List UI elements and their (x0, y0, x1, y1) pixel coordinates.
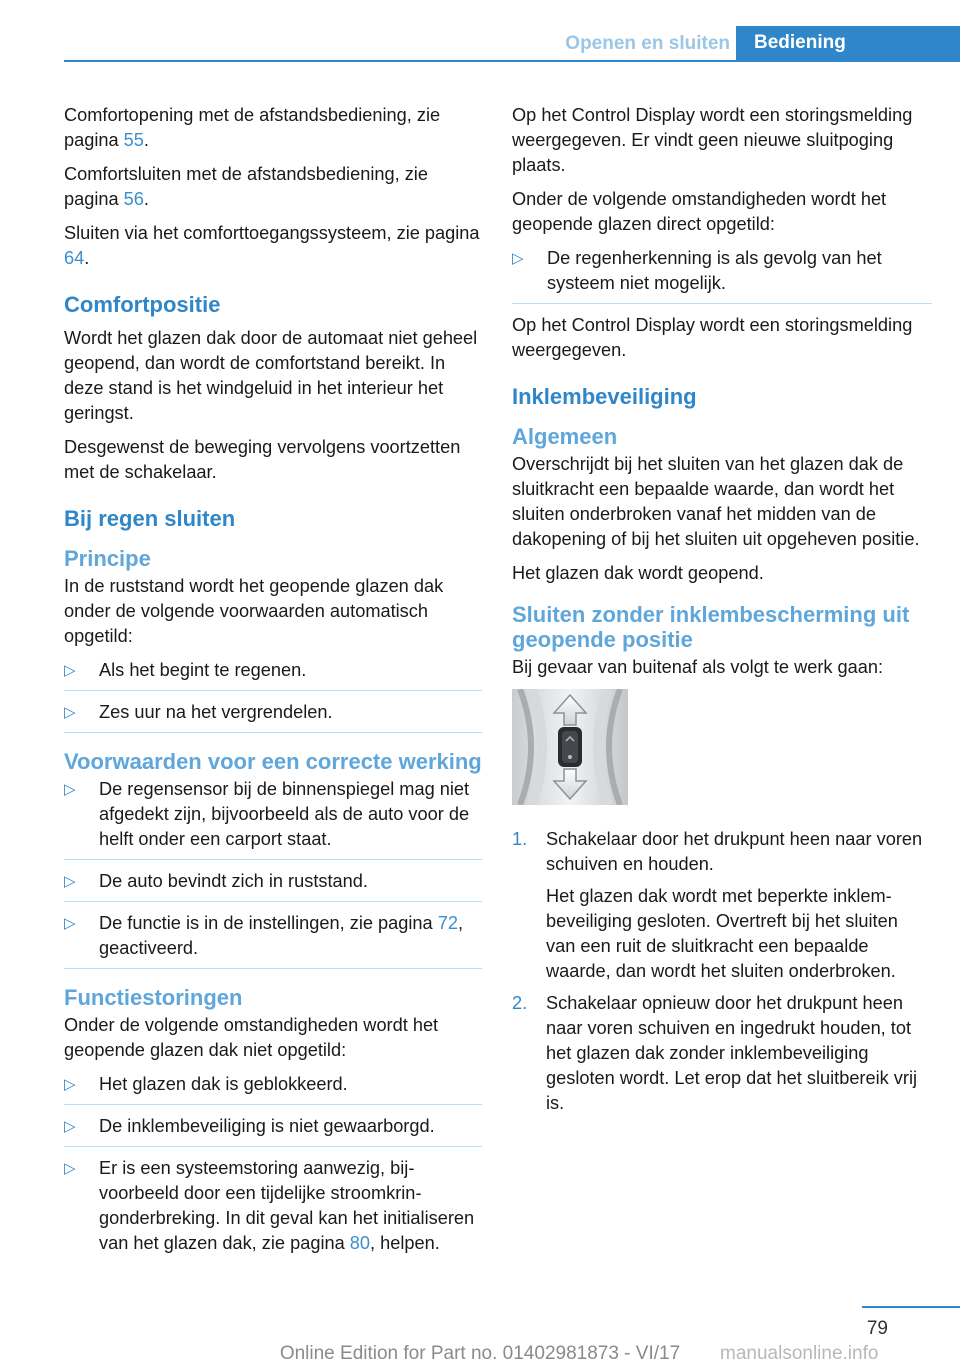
list-item: ▷ De regensensor bij de binnenspiegel mag niet afgedekt zijn, bijvoorbeeld als de auto voor de helft onder een carport staat. (64, 777, 482, 860)
list-item: ▷ De inklembeveiliging is niet gewaarborgd. (64, 1114, 482, 1147)
paragraph: In de ruststand wordt het geopende glazen dak onder de volgende voorwaarden automatisch opgetild: (64, 576, 444, 646)
heading-bij-regen-sluiten: Bij regen sluiten (64, 506, 236, 531)
list-item: ▷ Het glazen dak is geblokkeerd. (64, 1072, 482, 1105)
triangle-bullet-icon: ▷ (64, 1118, 76, 1135)
triangle-bullet-icon: ▷ (64, 704, 76, 721)
triangle-bullet-icon: ▷ (64, 1076, 76, 1093)
bullet-list (512, 246, 932, 304)
paragraph: Comfortsluiten met de afstandsbediening, zie pagina 56. (64, 164, 428, 209)
subheading-principe: Principe (64, 546, 151, 571)
paragraph: Overschrijdt bij het sluiten van het glazen dak de sluitkracht een bepaalde waarde, dan wordt het sluiten onderbroken vanaf het midden van de dakopening of bij het sluiten uit opgeheven positie. (512, 454, 920, 549)
left-column (64, 103, 482, 1272)
header-chapter-tab: Bediening (736, 26, 960, 62)
list-item: ▷ Als het begint te regenen. (64, 658, 482, 691)
paragraph: Op het Control Display wordt een storingsmelding weergegeven. Er vindt geen nieuwe sluitpoging plaats. (512, 105, 913, 175)
heading-comfortpositie: Comfortpositie (64, 292, 221, 317)
subheading-functiestoringen: Functiestoringen (64, 985, 243, 1010)
header-rule (64, 60, 960, 62)
list-item: 2. Schakelaar opnieuw door het drukpunt heen naar voren schuiven en ingedrukt houden, tot het glazen dak zonder inklembeveiliging gesloten wordt. Let erop dat het sluitbereik vrij is. (512, 993, 918, 1113)
bullet-list (64, 658, 482, 733)
paragraph: Wordt het glazen dak door de automaat niet geheel geopend, dan wordt de comfortstand bereikt. In deze stand is het windgeluid in het interieur het geringst. (64, 328, 478, 423)
numbered-list (512, 827, 932, 1116)
subheading-sluiten-zonder-inklembescherming: Sluiten zonder inklembescherming uit geopende positie (512, 602, 910, 652)
list-item: ▷ De functie is in de instellingen, zie pagina 72, geactiveerd. (64, 911, 482, 969)
bullet-list (64, 777, 482, 969)
paragraph: Comfortopening met de afstandsbediening, zie pagina 55. (64, 105, 441, 150)
paragraph: Op het Control Display wordt een storingsmelding weergegeven. (512, 315, 913, 360)
step-number: 1. (512, 829, 528, 849)
paragraph: Onder de volgende omstandigheden wordt het geopende glazen dak niet opgetild: (64, 1015, 439, 1060)
triangle-bullet-icon: ▷ (64, 873, 76, 890)
paragraph: Sluiten via het comforttoegangssysteem, zie pagina 64. (64, 223, 480, 268)
paragraph: Desgewenst de beweging vervolgens voortzetten met de schakelaar. (64, 437, 461, 482)
watermark: manualsonline.info (720, 1343, 879, 1364)
page-link[interactable]: 56 (123, 189, 144, 209)
triangle-bullet-icon: ▷ (64, 1160, 76, 1177)
page-link[interactable]: 72 (437, 913, 458, 933)
footer-edition: Online Edition for Part no. 01402981873 - VI/17 (279, 1343, 681, 1364)
page-link[interactable]: 64 (64, 248, 85, 268)
page-link[interactable]: 55 (123, 130, 144, 150)
subheading-voorwaarden: Voorwaarden voor een correcte werking (64, 749, 482, 774)
triangle-bullet-icon: ▷ (64, 781, 76, 798)
roof-switch-illustration (512, 689, 628, 805)
triangle-bullet-icon: ▷ (512, 250, 524, 267)
heading-inklembeveiliging: Inklembeveiliging (512, 384, 697, 409)
paragraph: Het glazen dak wordt geopend. (512, 563, 764, 583)
list-item: ▷ De regenherkenning is als gevolg van het systeem niet mogelijk. (512, 246, 932, 304)
triangle-bullet-icon: ▷ (64, 915, 76, 932)
page-number: 79 (866, 1318, 888, 1339)
page-link[interactable]: 80 (349, 1233, 370, 1253)
header-section-title: Openen en sluiten (565, 33, 730, 54)
subheading-algemeen: Algemeen (512, 424, 618, 449)
bullet-list (64, 1072, 482, 1263)
list-item: ▷ De auto bevindt zich in ruststand. (64, 869, 482, 902)
page-number-rule (862, 1306, 960, 1308)
paragraph: Onder de volgende omstandigheden wordt het geopende glazen direct opgetild: (512, 189, 887, 234)
list-item: ▷ Er is een systeemstoring aanwezig, bijvoorbeeld door een tijdelijke stroomkringonderbreking. In dit geval kan het initialiseren van het glazen dak, zie pagina 80, helpen. (64, 1158, 475, 1253)
paragraph: Bij gevaar van buitenaf als volgt te werk gaan: (512, 657, 884, 677)
right-column (512, 103, 932, 1123)
step-number: 2. (512, 993, 528, 1013)
list-item: 1. Schakelaar door het drukpunt heen naar voren schuiven en houden. Het glazen dak wordt met beperkte inklembeveiliging gesloten. Overtreft bij het sluiten van een ruit de sluitkracht een bepaalde waarde, dan wordt het sluiten onderbroken. (512, 829, 923, 981)
list-item: ▷ Zes uur na het vergrendelen. (64, 700, 482, 733)
triangle-bullet-icon: ▷ (64, 662, 76, 679)
